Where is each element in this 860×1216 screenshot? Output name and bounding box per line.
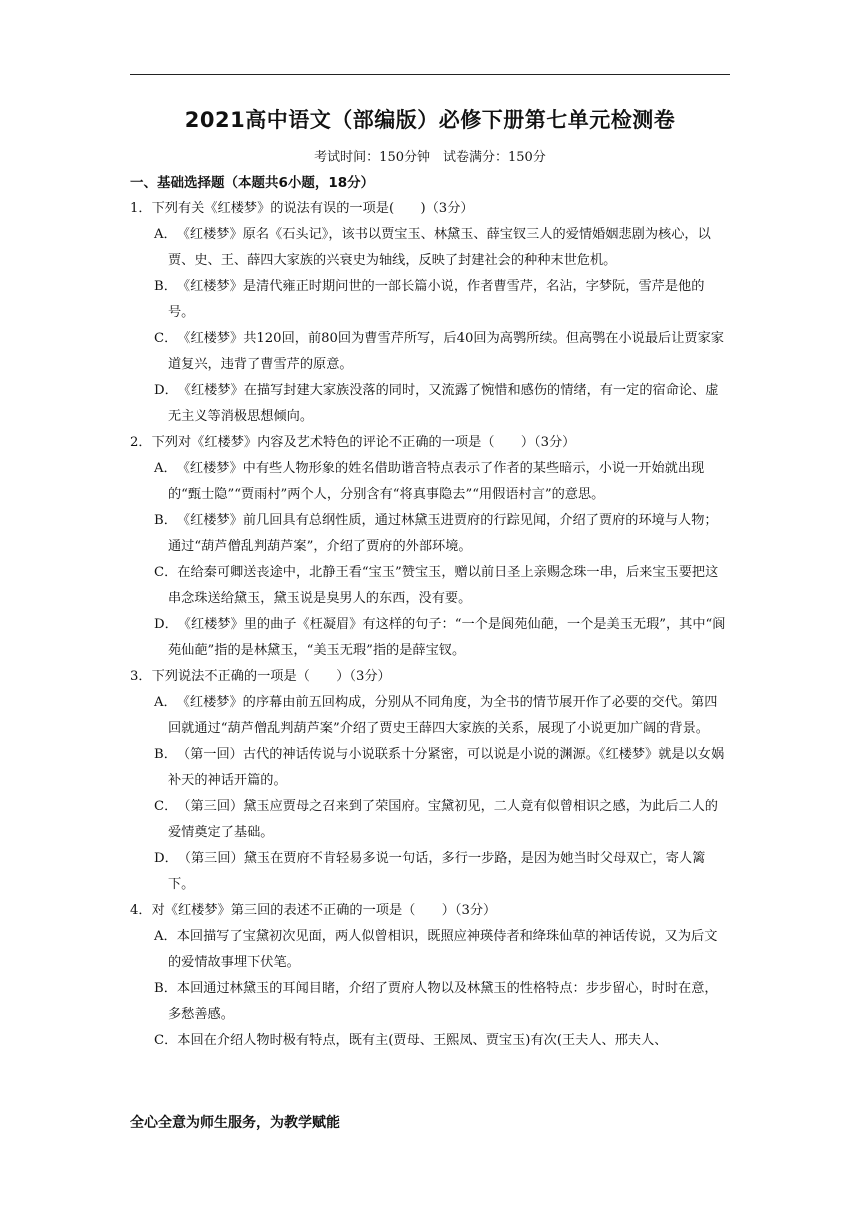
option [130,508,730,560]
option-label: B． [154,981,177,996]
option-text: 《红楼梦》中有些人物形象的姓名借助谐音特点表示了作者的某些暗示，小说一开始就出现的“甄士隐”“贾雨村”两个人，分别含有“将真事隐去”“用假语村言”的意思。 [168,461,705,502]
question-stem: 4．对《红楼梦》第三回的表述不正确的一项是（ ）（3分） [130,903,497,918]
option [130,456,730,508]
option-label: A． [154,695,177,710]
option [130,378,730,430]
option [130,690,730,742]
page-title: 2021高中语文（部编版）必修下册第七单元检测卷 [184,108,676,132]
option-label: D． [154,383,178,398]
option-label: C． [154,331,178,346]
option [130,846,730,898]
option-label: C． [154,1033,178,1048]
footer-slogan: 全心全意为师生服务，为教学赋能 [130,1115,340,1131]
question-stem: 1．下列有关《红楼梦》的说法有误的一项是( )（3分） [130,201,474,216]
option [130,560,730,612]
header-rule [130,74,730,75]
option [130,976,730,1028]
option [130,326,730,378]
option-text: 《红楼梦》在描写封建大家族没落的同时，又流露了惋惜和感伤的情绪，有一定的宿命论、虚无主义等消极思想倾向。 [168,383,719,424]
question-stem: 3．下列说法不正确的一项是（ ）（3分） [130,669,391,684]
option-text: （第一回）古代的神话传说与小说联系十分紧密，可以说是小说的渊源。《红楼梦》就是以女娲补天的神话开篇的。 [168,747,725,788]
option-label: C． [154,799,178,814]
option-label: A． [154,929,177,944]
option-text: 本回描写了宝黛初次见面，两人似曾相识，既照应神瑛侍者和绛珠仙草的神话传说，又为后文的爱情故事埋下伏笔。 [168,929,718,970]
option [130,612,730,664]
question-stem: 2．下列对《红楼梦》内容及艺术特色的评论不正确的一项是（ ）（3分） [130,435,576,450]
option [130,1028,730,1054]
option-text: 《红楼梦》共120回，前80回为曹雪芹所写，后40回为高鹗所续。但高鹗在小说最后让贾家家道复兴，违背了曹雪芹的原意。 [168,331,724,372]
option-label: D． [154,617,178,632]
option-label: D． [154,851,178,866]
section-heading: 一、基础选择题（本题共6小题，18分） [130,175,375,191]
exam-content [130,168,730,1054]
option-text: 本回在介绍人物时极有特点，既有主(贾母、王熙凤、贾宝玉)有次(王夫人、邢夫人、 [177,1033,668,1048]
option [130,274,730,326]
option-label: A． [154,227,177,242]
option-label: B． [154,513,177,528]
option-label: B． [154,279,177,294]
option-text: 《红楼梦》里的曲子《枉凝眉》有这样的句子：“一个是阆苑仙葩，一个是美玉无瑕”，其中“阆苑仙葩”指的是林黛玉，“美玉无瑕”指的是薛宝钗。 [168,617,726,658]
option-text: 《红楼梦》是清代雍正时期问世的一部长篇小说，作者曹雪芹，名沾，字梦阮，雪芹是他的号。 [168,279,705,320]
option-text: （第三回）黛玉在贾府不肯轻易多说一句话，多行一步路，是因为她当时父母双亡，寄人篱下。 [168,851,706,892]
option-label: A． [154,461,177,476]
option-text: 《红楼梦》的序幕由前五回构成，分别从不同角度，为全书的情节展开作了必要的交代。第四回就通过“葫芦僧乱判葫芦案”介绍了贾史王薛四大家族的关系，展现了小说更加广阔的背景。 [168,695,718,736]
option-label: B． [154,747,177,762]
option-text: 《红楼梦》前几回具有总纲性质，通过林黛玉进贾府的行踪见闻，介绍了贾府的环境与人物；通过“葫芦僧乱判葫芦案”，介绍了贾府的外部环境。 [168,513,718,554]
option-text: （第三回）黛玉应贾母之召来到了荣国府。宝黛初见，二人竟有似曾相识之感，为此后二人的爱情奠定了基础。 [168,799,718,840]
option [130,222,730,274]
option [130,742,730,794]
option-text: 在给秦可卿送丧途中，北静王看“宝玉”赞宝玉，赠以前日圣上亲赐念珠一串，后来宝玉要把这串念珠送给黛玉，黛玉说是臭男人的东西，没有要。 [168,565,719,606]
option [130,924,730,976]
exam-info: 考试时间：150分钟 试卷满分：150分 [314,150,546,165]
option [130,794,730,846]
option-label: C． [154,565,178,580]
option-text: 本回通过林黛玉的耳闻目睹，介绍了贾府人物以及林黛玉的性格特点：步步留心，时时在意，多愁善感。 [168,981,718,1022]
option-text: 《红楼梦》原名《石头记》，该书以贾宝玉、林黛玉、薛宝钗三人的爱情婚姻悲剧为核心，以贾、史、王、薛四大家族的兴衰史为轴线，反映了封建社会的种种末世危机。 [168,227,711,268]
